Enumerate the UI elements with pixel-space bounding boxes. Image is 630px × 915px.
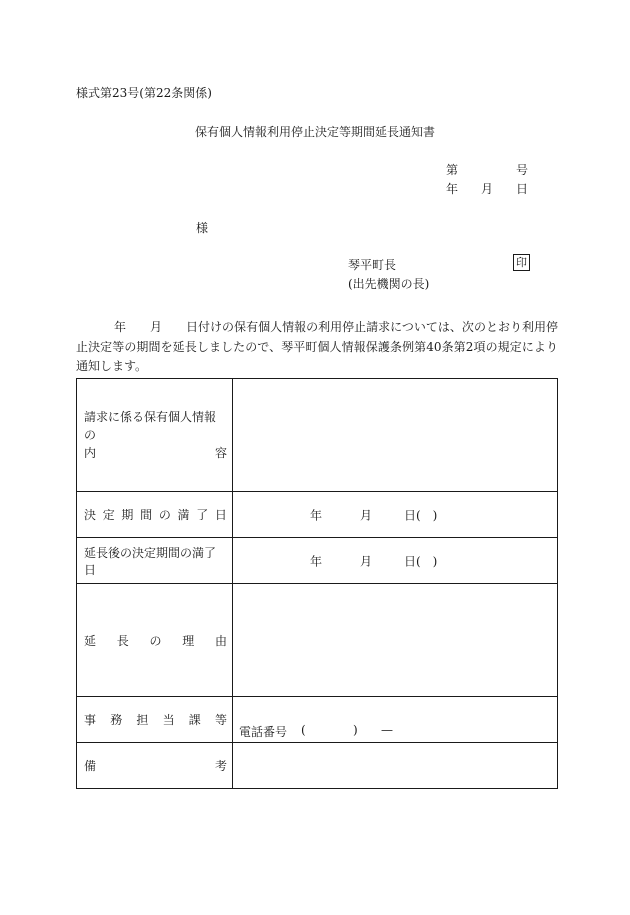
document-title: 保有個人情報利用停止決定等期間延長通知書 [195,125,436,139]
label-char: の [149,633,162,648]
notice-body [76,318,558,377]
label-char: 長 [116,633,129,648]
value-info-content[interactable] [233,379,558,492]
issue-date [446,180,528,197]
label-info-a: 内 [84,446,97,460]
phone-label: 電話番号 [239,725,288,739]
details-table [76,378,558,789]
deadline-month: 月 [360,508,373,522]
label-char: の [158,508,171,522]
label-char: 決 [84,508,97,522]
label-char: 間 [140,508,153,522]
addressee-suffix: 様 [196,221,209,235]
body-month: 月 [150,320,163,334]
label-char: 期 [121,508,134,522]
label-char: 担 [136,713,149,727]
label-char: 課 [188,713,201,727]
deadline-day: 日( ) [404,508,438,522]
label-char: 由 [214,633,227,648]
body-year: 年 [114,320,127,334]
label-info-line1: 請求に係る保有個人情報の [84,410,217,442]
row-department [77,697,558,743]
value-remarks[interactable] [233,743,558,789]
label-char: 務 [110,713,123,727]
row-extension-reason [77,584,558,697]
seal-mark: 印 [513,254,530,271]
label-char: 満 [177,508,190,522]
extended-year: 年 [310,554,323,568]
label-char: 事 [84,713,97,727]
row-remarks [77,743,558,789]
label-department [77,697,233,743]
label-extension-reason [77,584,233,697]
phone-dash: — [381,723,393,737]
extended-day: 日( ) [404,554,438,568]
issue-date-month: 月 [480,182,493,196]
row-info-content [77,379,558,492]
reference-dai: 第 [446,163,459,177]
reference-go: 号 [515,163,528,177]
label-char: 定 [102,508,115,522]
form-number: 様式第23号(第22条関係) [76,86,212,100]
value-department[interactable] [233,697,558,743]
label-char: 日 [214,508,227,522]
phone-number [239,723,557,739]
label-char: 理 [182,633,195,648]
extended-month: 月 [360,554,373,568]
label-extended-deadline: 延長後の決定期間の満了日 [77,538,233,584]
label-info-content [77,379,233,492]
label-info-b: 容 [214,446,227,460]
label-char: 備 [84,759,97,773]
label-char: 当 [162,713,175,727]
sender-name: 琴平町長 [348,258,397,272]
value-extended-deadline[interactable] [233,538,558,584]
value-decision-deadline[interactable] [233,492,558,538]
reference-number [446,161,528,178]
phone-open-paren: ( [301,723,306,737]
row-decision-deadline [77,492,558,538]
value-extension-reason[interactable] [233,584,558,697]
label-char: 延 [84,633,97,648]
issue-date-year: 年 [446,182,459,196]
label-char: 了 [196,508,209,522]
sender-sub: (出先機関の長) [348,277,430,291]
row-extended-deadline [77,538,558,584]
body-text: 日付けの保有個人情報の利用停止請求については、次のとおり利用停止決定等の期間を延長しましたので、琴平町個人情報保護条例第40条第2項の規定により通知します。 [76,320,558,373]
phone-close-paren: ) [353,723,358,737]
label-char: 考 [214,759,227,773]
deadline-year: 年 [310,508,323,522]
label-char: 等 [214,713,227,727]
issue-date-day: 日 [515,182,528,196]
label-remarks [77,743,233,789]
label-decision-deadline [77,492,233,538]
